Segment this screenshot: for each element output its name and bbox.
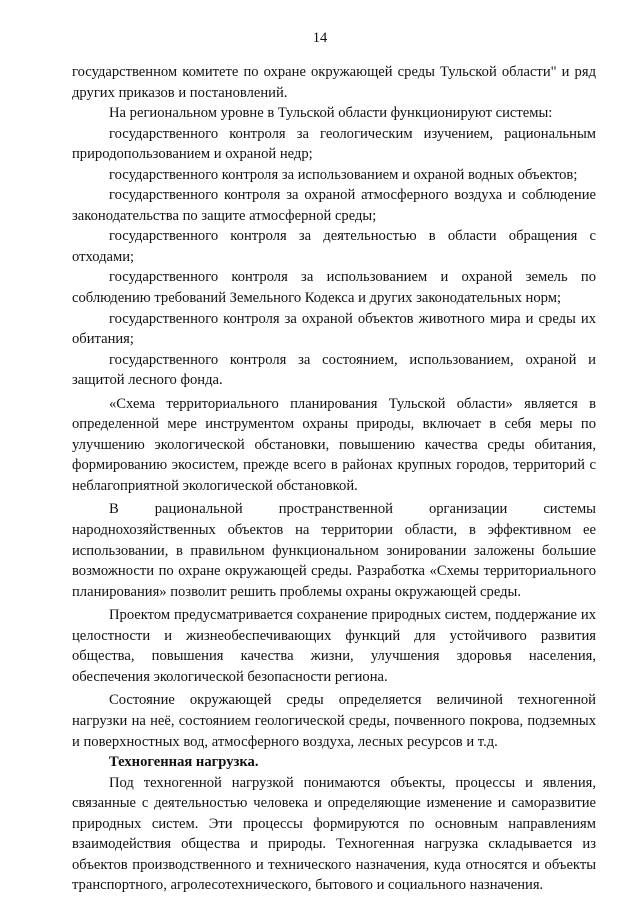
list-item-land-control: государственного контроля за использованием и охраной земель по соблюдению требований Земельного Кодекса и других законодательных норм;: [72, 269, 596, 307]
list-item-water-control: государственного контроля за использованием и охраной водных объектов;: [109, 166, 578, 183]
paragraph-environment-state: Состояние окружающей среды определяется величиной техногенной нагрузки на неё, состоянием геологической среды, почвенного покрова, подземных и поверхностных вод, атмосферного воздуха, лесных ресурсов и т.д.: [72, 692, 596, 750]
page-body: [72, 62, 596, 896]
list-item-waste-control: государственного контроля за деятельностью в области обращения с отходами;: [72, 228, 596, 265]
section-heading: Техногенная нагрузка.: [109, 754, 259, 771]
list-item-air-control: государственного контроля за охраной атмосферного воздуха и соблюдение законодательства по защите атмосферной среды;: [72, 187, 596, 224]
list-item-geology-control: государственного контроля за геологическим изучением, рациональным природопользованием и охраной недр;: [72, 125, 596, 163]
paragraph-continuation: государственном комитете по охране окружающей среды Тульской области" и ряд других приказов и постановлений.: [72, 64, 596, 101]
paragraph-project-goals: Проектом предусматривается сохранение природных систем, поддержание их целостности и жизнеобеспечивающих функций для устойчивого развития общества, повышения качества жизни, улучшения здоровья населения, обеспечения экологической безопасности региона.: [72, 607, 596, 685]
list-item-wildlife-control: государственного контроля за охраной объектов животного мира и среды их обитания;: [72, 310, 596, 348]
list-item-forest-control: государственного контроля за состоянием, использованием, охраной и защитой лесного фонда.: [72, 351, 596, 389]
paragraph-spatial-organization: В рациональной пространственной организации системы народнохозяйственных объектов на территории области, в эффективном ее использовании, в правильном функциональном зонировании заложены большие возможности по охране окружающей среды. Разработка «Схемы территориального планирования» позволит решить проблемы охраны окружающей среды.: [72, 501, 596, 600]
page-number: 14: [312, 30, 328, 46]
paragraph-planning-scheme: «Схема территориального планирования Тульской области» является в определенной мере инструментом охраны природы, включает в себя меры по улучшению экологической обстановки, повышению качества среды обитания, формированию экосистем, прежде всего в районах крупных городов, территорий с неблагоприятной экологической обстановкой.: [72, 395, 596, 494]
paragraph-systems-intro: На региональном уровне в Тульской области функционируют системы:: [109, 105, 553, 122]
paragraph-technogenic-load: Под техногенной нагрузкой понимаются объекты, процессы и явления, связанные с деятельностью человека и определяющие изменение и саморазвитие природных систем. Эти процессы формируются по основным направлениям взаимодействия общества и природы. Техногенная нагрузка складывается из объектов производственного и технического назначения, куда относятся и объекты транспортного, агролесотехнического, бытового и социального назначения.: [72, 774, 596, 894]
